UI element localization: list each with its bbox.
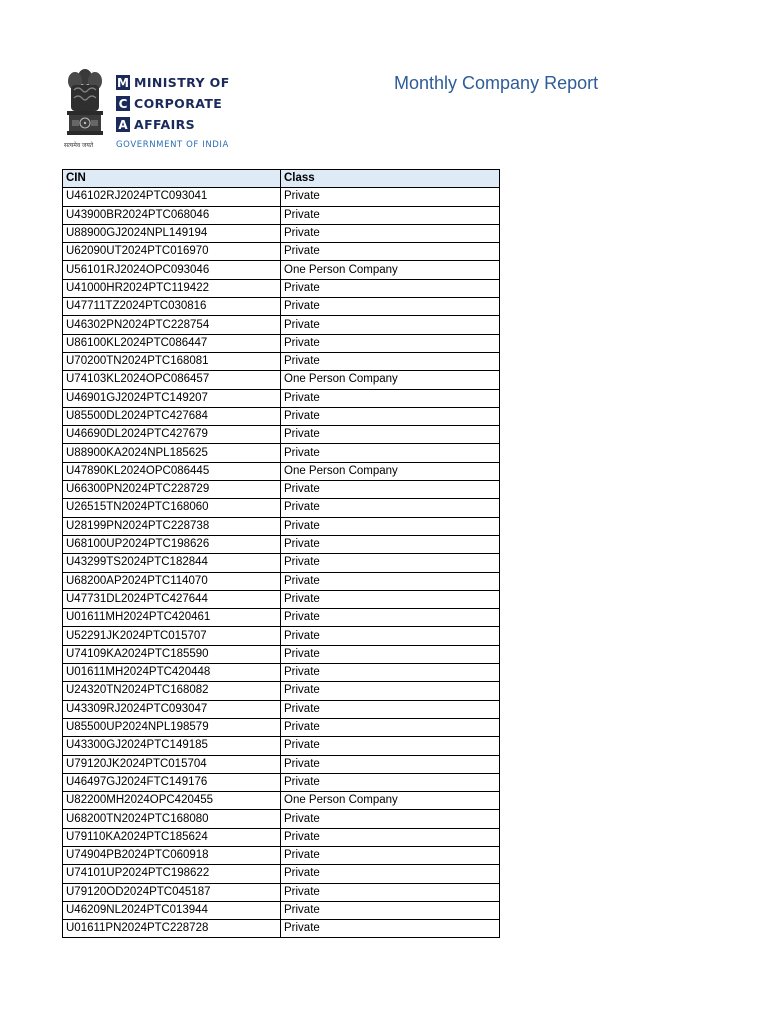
cin-cell: U88900GJ2024NPL149194 — [63, 224, 281, 242]
class-cell: Private — [281, 499, 500, 517]
cin-cell: U70200TN2024PTC168081 — [63, 352, 281, 370]
table-row — [63, 407, 500, 425]
table-row — [63, 444, 500, 462]
cin-cell: U68200TN2024PTC168080 — [63, 810, 281, 828]
table-row — [63, 700, 500, 718]
class-cell: Private — [281, 609, 500, 627]
class-cell: Private — [281, 810, 500, 828]
cin-cell: U82200MH2024OPC420455 — [63, 792, 281, 810]
cin-cell: U68100UP2024PTC198626 — [63, 535, 281, 553]
table-row — [63, 664, 500, 682]
cin-cell: U79120OD2024PTC045187 — [63, 883, 281, 901]
cin-cell: U26515TN2024PTC168060 — [63, 499, 281, 517]
table-row — [63, 371, 500, 389]
class-cell: Private — [281, 316, 500, 334]
column-header-cin: CIN — [63, 170, 281, 188]
government-of-india-label: GOVERNMENT OF INDIA — [116, 140, 229, 150]
cin-cell: U74109KA2024PTC185590 — [63, 645, 281, 663]
cin-cell: U79110KA2024PTC185624 — [63, 828, 281, 846]
class-cell: Private — [281, 188, 500, 206]
document-title: Monthly Company Report — [394, 73, 599, 93]
cin-cell: U52291JK2024PTC015707 — [63, 627, 281, 645]
ministry-letter-box: M — [117, 75, 129, 90]
cin-cell: U01611MH2024PTC420461 — [63, 609, 281, 627]
table-row — [63, 718, 500, 736]
table-row — [63, 316, 500, 334]
cin-cell: U47731DL2024PTC427644 — [63, 590, 281, 608]
class-cell: Private — [281, 846, 500, 864]
class-cell: Private — [281, 883, 500, 901]
table-row — [63, 572, 500, 590]
cin-cell: U43309RJ2024PTC093047 — [63, 700, 281, 718]
class-cell: Private — [281, 243, 500, 261]
table-row — [63, 828, 500, 846]
class-cell: Private — [281, 627, 500, 645]
cin-cell: U28199PN2024PTC228738 — [63, 517, 281, 535]
table-row — [63, 188, 500, 206]
table-row — [63, 261, 500, 279]
ministry-line — [116, 72, 230, 93]
table-row — [63, 279, 500, 297]
cin-cell: U43900BR2024PTC068046 — [63, 206, 281, 224]
table-header-row — [63, 170, 500, 188]
cin-cell: U46497GJ2024FTC149176 — [63, 773, 281, 791]
table-row — [63, 481, 500, 499]
class-cell: Private — [281, 535, 500, 553]
cin-cell: U47890KL2024OPC086445 — [63, 462, 281, 480]
cin-cell: U62090UT2024PTC016970 — [63, 243, 281, 261]
table-row — [63, 389, 500, 407]
cin-cell: U43300GJ2024PTC149185 — [63, 737, 281, 755]
table-row — [63, 846, 500, 864]
ministry-letter-box: A — [116, 117, 130, 132]
table-row — [63, 883, 500, 901]
cin-cell: U24320TN2024PTC168082 — [63, 682, 281, 700]
cin-cell: U46209NL2024PTC013944 — [63, 901, 281, 919]
class-cell: Private — [281, 224, 500, 242]
cin-cell: U56101RJ2024OPC093046 — [63, 261, 281, 279]
emblem-motto: सत्यमेव जयते — [64, 143, 94, 149]
ministry-line — [116, 114, 230, 135]
table-row — [63, 462, 500, 480]
ministry-word: CORPORATE — [134, 96, 223, 111]
class-cell: Private — [281, 389, 500, 407]
cin-cell: U88900KA2024NPL185625 — [63, 444, 281, 462]
cin-cell: U74904PB2024PTC060918 — [63, 846, 281, 864]
cin-cell: U43299TS2024PTC182844 — [63, 554, 281, 572]
class-cell: Private — [281, 352, 500, 370]
table-row — [63, 554, 500, 572]
class-cell: Private — [281, 828, 500, 846]
table-row — [63, 773, 500, 791]
column-header-class: Class — [281, 170, 500, 188]
table-row — [63, 901, 500, 919]
table-row — [63, 737, 500, 755]
class-cell: Private — [281, 426, 500, 444]
table-row — [63, 206, 500, 224]
class-cell: Private — [281, 206, 500, 224]
class-cell: Private — [281, 682, 500, 700]
class-cell: Private — [281, 737, 500, 755]
class-cell: Private — [281, 901, 500, 919]
cin-cell: U85500UP2024NPL198579 — [63, 718, 281, 736]
cin-cell: U46690DL2024PTC427679 — [63, 426, 281, 444]
class-cell: Private — [281, 645, 500, 663]
table-row — [63, 426, 500, 444]
class-cell: Private — [281, 590, 500, 608]
table-row — [63, 517, 500, 535]
table-row — [63, 224, 500, 242]
ministry-line — [116, 93, 230, 114]
company-table — [62, 169, 500, 938]
national-emblem-icon — [62, 66, 108, 152]
class-cell: Private — [281, 920, 500, 938]
table-row — [63, 792, 500, 810]
cin-cell: U74103KL2024OPC086457 — [63, 371, 281, 389]
class-cell: One Person Company — [281, 792, 500, 810]
cin-cell: U46901GJ2024PTC149207 — [63, 389, 281, 407]
class-cell: One Person Company — [281, 462, 500, 480]
class-cell: Private — [281, 517, 500, 535]
class-cell: Private — [281, 444, 500, 462]
table-row — [63, 499, 500, 517]
table-row — [63, 645, 500, 663]
cin-cell: U85500DL2024PTC427684 — [63, 407, 281, 425]
table-row — [63, 609, 500, 627]
class-cell: One Person Company — [281, 371, 500, 389]
cin-cell: U86100KL2024PTC086447 — [63, 334, 281, 352]
class-cell: One Person Company — [281, 261, 500, 279]
class-cell: Private — [281, 755, 500, 773]
cin-cell: U01611PN2024PTC228728 — [63, 920, 281, 938]
cin-cell: U79120JK2024PTC015704 — [63, 755, 281, 773]
class-cell: Private — [281, 554, 500, 572]
table-row — [63, 682, 500, 700]
table-row — [63, 920, 500, 938]
class-cell: Private — [281, 279, 500, 297]
class-cell: Private — [281, 700, 500, 718]
cin-cell: U41000HR2024PTC119422 — [63, 279, 281, 297]
table-row — [63, 298, 500, 316]
class-cell: Private — [281, 718, 500, 736]
table-row — [63, 865, 500, 883]
cin-cell: U47711TZ2024PTC030816 — [63, 298, 281, 316]
class-cell: Private — [281, 865, 500, 883]
cin-cell: U46102RJ2024PTC093041 — [63, 188, 281, 206]
class-cell: Private — [281, 407, 500, 425]
table-row — [63, 810, 500, 828]
ministry-logo — [116, 72, 230, 135]
ministry-word: MINISTRY OF — [134, 75, 230, 90]
class-cell: Private — [281, 334, 500, 352]
table-row — [63, 352, 500, 370]
ministry-word: AFFAIRS — [134, 117, 196, 132]
class-cell: Private — [281, 572, 500, 590]
table-row — [63, 627, 500, 645]
class-cell: Private — [281, 481, 500, 499]
class-cell: Private — [281, 664, 500, 682]
table-body — [63, 188, 500, 938]
table-row — [63, 535, 500, 553]
cin-cell: U74101UP2024PTC198622 — [63, 865, 281, 883]
table-row — [63, 243, 500, 261]
cin-cell: U46302PN2024PTC228754 — [63, 316, 281, 334]
cin-cell: U01611MH2024PTC420448 — [63, 664, 281, 682]
cin-cell: U68200AP2024PTC114070 — [63, 572, 281, 590]
class-cell: Private — [281, 773, 500, 791]
class-cell: Private — [281, 298, 500, 316]
table-row — [63, 755, 500, 773]
ministry-letter-box: C — [116, 96, 130, 111]
cin-cell: U66300PN2024PTC228729 — [63, 481, 281, 499]
table-row — [63, 334, 500, 352]
table-row — [63, 590, 500, 608]
